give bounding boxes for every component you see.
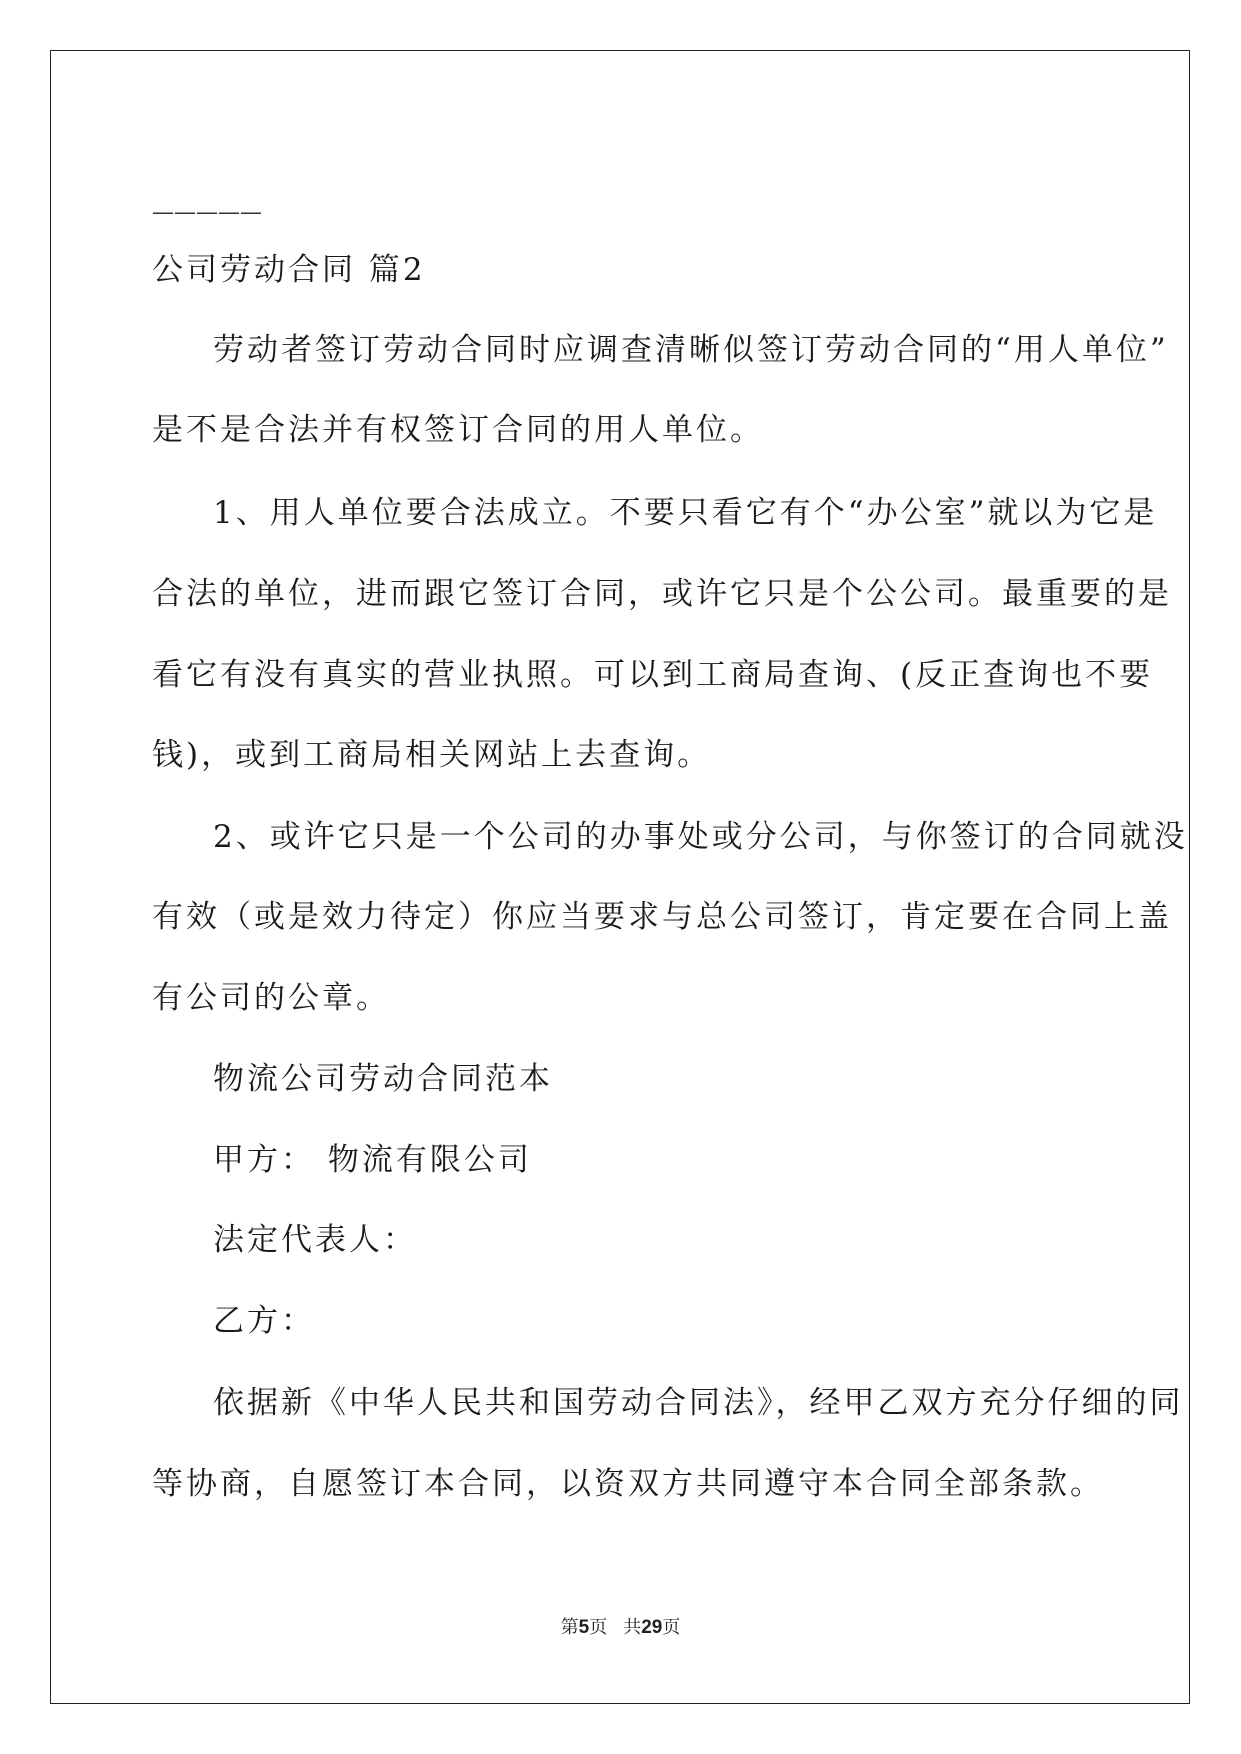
section-title: 公司劳动合同 篇2	[152, 252, 426, 288]
paragraph-line: 劳动者签订劳动合同时应调查清晰似签订劳动合同的“用人单位”	[213, 332, 1169, 368]
paragraph-line: 有效（或是效力待定）你应当要求与总公司签订，肯定要在合同上盖	[152, 899, 1172, 935]
party-b-line: 乙方：	[213, 1303, 315, 1339]
total-suffix: 页	[662, 1617, 681, 1638]
paragraph-line: 2、或许它只是一个公司的办事处或分公司，与你签订的合同就没	[213, 819, 1188, 855]
paragraph-line: 看它有没有真实的营业执照。可以到工商局查询、(反正查询也不要	[152, 657, 1154, 693]
paragraph-line: 依据新《中华人民共和国劳动合同法》，经甲乙双方充分仔细的同	[213, 1385, 1184, 1421]
page-prefix: 第	[560, 1617, 579, 1638]
contract-heading: 物流公司劳动合同范本	[213, 1061, 553, 1097]
paragraph-line: 合法的单位，进而跟它签订合同，或许它只是个公公司。最重要的是	[152, 576, 1172, 612]
paragraph-line: 等协商，自愿签订本合同，以资双方共同遵守本合同全部条款。	[152, 1466, 1104, 1502]
paragraph-line: 有公司的公章。	[152, 980, 390, 1016]
total-pages: 29	[641, 1617, 663, 1638]
paragraph-line: 1、用人单位要合法成立。不要只看它有个“办公室”就以为它是	[213, 495, 1158, 531]
paragraph-line: 是不是合法并有权签订合同的用人单位。	[152, 412, 764, 448]
page-number: 5	[578, 1617, 590, 1638]
legal-representative-line: 法定代表人：	[213, 1222, 417, 1258]
separator-line: —————	[152, 200, 262, 225]
paragraph-line: 钱)，或到工商局相关网站上去查询。	[152, 737, 712, 773]
page-footer	[0, 1616, 1241, 1640]
party-a-line: 甲方： 物流有限公司	[213, 1142, 532, 1178]
page-frame	[50, 50, 1190, 1704]
page-suffix: 页	[589, 1617, 608, 1638]
total-prefix: 共	[623, 1617, 642, 1638]
